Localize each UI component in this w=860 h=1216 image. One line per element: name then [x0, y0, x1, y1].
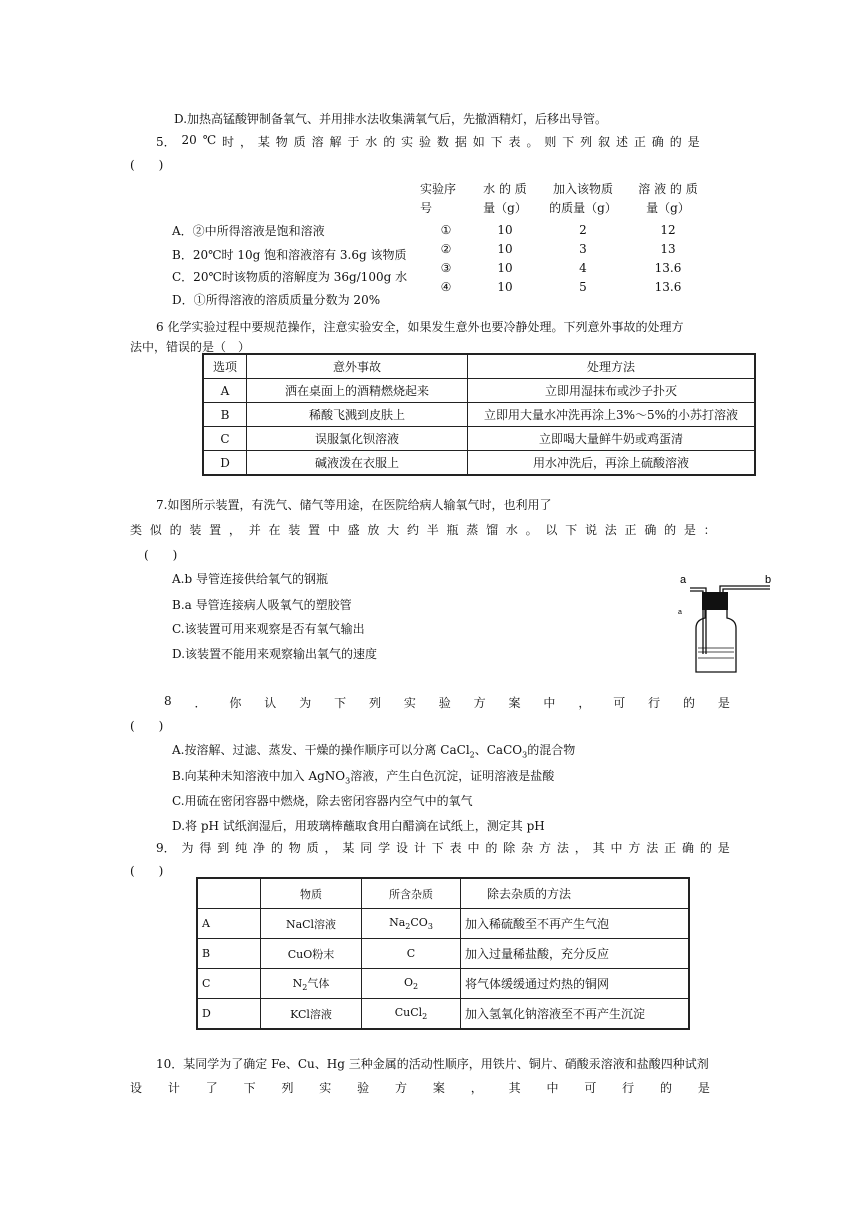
stem-char: 表: [508, 135, 521, 149]
table-row: [197, 909, 689, 939]
q5-r3-2: 5: [579, 280, 587, 294]
q7-option-a: A.b 导管连接供给氧气的钢瓶: [172, 572, 328, 586]
stem-char: 装: [288, 523, 301, 537]
stem-char: 8: [164, 694, 172, 708]
stem-char: 半: [426, 523, 439, 537]
stem-char: 的: [699, 841, 712, 855]
q4-option-d: D.加热高锰酸钾制备氧气、并用排水法收集满氧气后，先撤酒精灯，后移出导管。: [174, 112, 608, 126]
stem-char: 其: [592, 841, 605, 855]
stem-char: 学: [378, 841, 391, 855]
q5-option-a: A．②中所得溶液是饱和溶液: [172, 224, 325, 238]
q8-b-post: 溶液，产生白色沉淀，证明溶液是盐酸: [350, 769, 555, 783]
stem-char: 为: [299, 696, 312, 710]
stem-char: 正: [633, 135, 646, 149]
q9-header-3: 除去杂质的方法: [461, 878, 690, 909]
q9-r1-opt: B: [197, 939, 261, 969]
stem-char: 似: [149, 523, 162, 537]
stem-char: 确: [651, 135, 664, 149]
q8-paren: ( ): [130, 719, 164, 733]
q6-r2-0: C: [203, 427, 247, 451]
stem-char: 列: [281, 1081, 294, 1095]
stem-char: 在: [268, 523, 281, 537]
stem-char: 物: [275, 135, 288, 149]
q9-r2-subst-s: 2: [302, 983, 308, 993]
stem-char: 列: [368, 696, 381, 710]
stem-char: 的: [669, 135, 682, 149]
q6-r0-2: 立即用湿抹布或沙子扑灭: [468, 379, 756, 403]
q5-r1-2: 3: [579, 242, 587, 256]
stem-char: 你: [229, 696, 242, 710]
q9-r0-imp-mid: CO: [410, 915, 428, 929]
stem-char: 于: [347, 135, 360, 149]
stem-char: 净: [253, 841, 266, 855]
table-row: [197, 969, 689, 999]
stem-char: 述: [615, 135, 628, 149]
stem-char: 列: [580, 135, 593, 149]
stem-char: 的: [682, 696, 695, 710]
stem-char: 验: [438, 696, 451, 710]
stem-char: 行: [648, 696, 661, 710]
stem-char: 下: [431, 841, 444, 855]
q6-r1-2: 立即用大量水冲洗再涂上3%～5%的小苏打溶液: [468, 403, 756, 427]
stem-char: 20: [181, 133, 197, 147]
q8-option-b: [172, 767, 554, 785]
q5-option-c: C．20℃时该物质的溶解度为 36g/100g 水: [172, 270, 408, 284]
stem-char: 杂: [521, 841, 534, 855]
table-row: [203, 451, 755, 476]
stem-char: 认: [264, 696, 277, 710]
q8-option-a: [172, 741, 575, 759]
q6-r1-0: B: [203, 403, 247, 427]
stem-char: 大: [387, 523, 400, 537]
stem-char: 法: [556, 841, 569, 855]
stem-char: 数: [436, 135, 449, 149]
stem-char: 到: [217, 841, 230, 855]
q5-r1-0: ②: [440, 242, 452, 256]
q6-header-2: 处理方法: [468, 354, 756, 379]
stem-char: 解: [329, 135, 342, 149]
q6-r2-2: 立即喝大量鲜牛奶或鸡蛋清: [468, 427, 756, 451]
q8-b-s1: 3: [345, 776, 351, 786]
q9-paren: ( ): [130, 864, 164, 878]
q9-r0-imp-pre: Na: [389, 915, 406, 929]
q9-r0-method: 加入稀硫酸至不再产生气泡: [461, 909, 690, 939]
stem-char: 方: [539, 841, 552, 855]
stem-char: ：: [703, 523, 716, 537]
q5-h1-0: 实验序: [420, 182, 457, 196]
q9-r0-imp-s1: 2: [405, 922, 411, 932]
q5-r0-2: 2: [579, 223, 587, 237]
stem-char: 可: [584, 1081, 597, 1095]
table-row: [420, 223, 708, 242]
stem-char: 。: [525, 523, 538, 537]
stem-char: 装: [189, 523, 202, 537]
q5-r0-3: 12: [660, 223, 676, 237]
q9-r0-imp: [362, 909, 461, 939]
stem-char: 说: [584, 523, 597, 537]
table-row: [420, 280, 708, 299]
q5-h2-3: 量（g）: [646, 201, 690, 215]
stem-char: 下: [243, 1081, 256, 1095]
stem-char: 下: [565, 523, 578, 537]
stem-char: 其: [508, 1081, 521, 1095]
q8-a-s1: 2: [469, 750, 475, 760]
q5-h1-2: 加入该物质: [552, 182, 613, 196]
q9-r1-method: 加入过量稀盐酸，充分反应: [461, 939, 690, 969]
stem-char: 如: [472, 135, 485, 149]
stem-char: 。: [526, 135, 539, 149]
stem-char: ，: [574, 841, 587, 855]
stem-char: 得: [199, 841, 212, 855]
stem-char: 盛: [347, 523, 360, 537]
q9-header-0: [197, 878, 261, 909]
stem-char: ，: [239, 135, 252, 149]
stem-char: 水: [365, 135, 378, 149]
stem-char: 了: [205, 1081, 218, 1095]
stem-char: 法: [604, 523, 617, 537]
stem-char: ，: [578, 696, 591, 710]
table-row: [203, 403, 755, 427]
q8-option-d: D.将 pH 试纸润湿后，用玻璃棒蘸取食用白醋滴在试纸上，测定其 pH: [172, 819, 545, 833]
gas-washing-bottle-figure: [672, 568, 782, 676]
q7-option-c: C.该装置可用来观察是否有氧气输出: [172, 622, 365, 636]
stem-char: 时: [222, 135, 235, 149]
stem-char: 除: [503, 841, 516, 855]
stem-char: 实: [403, 696, 416, 710]
stem-char: 的: [383, 135, 396, 149]
q6-r1-1: 稀酸飞溅到皮肤上: [247, 403, 468, 427]
q9-r3-imp: [362, 999, 461, 1030]
q5-h2-2: 的质量（g）: [549, 201, 617, 215]
stem-char: 法: [646, 841, 659, 855]
q5-stem: [156, 133, 700, 150]
table-row: [420, 261, 708, 280]
stem-char: 下: [490, 135, 503, 149]
q5-r1-3: 13: [660, 242, 676, 256]
stem-char: 蒸: [466, 523, 479, 537]
q6-stem-line1: 6 化学实验过程中要规范操作，注意实验安全，如果发生意外也要冷静处理。下列意外事故的处理方: [156, 320, 684, 334]
stem-char: 实: [401, 135, 414, 149]
q10-stem-line2: [130, 1079, 710, 1096]
table-row: [420, 242, 708, 261]
stem-char: 叙: [598, 135, 611, 149]
stem-char: 馏: [486, 523, 499, 537]
q5-data-table: [420, 180, 708, 299]
q5-r3-3: 13.6: [654, 280, 682, 294]
q9-r2-subst-post: 气体: [307, 976, 330, 990]
q9-stem: [156, 839, 730, 856]
stem-char: 某: [257, 135, 270, 149]
stem-char: 为: [181, 841, 194, 855]
q6-table: [202, 353, 756, 476]
q5-r3-1: 10: [497, 280, 513, 294]
stem-char: 是: [687, 135, 700, 149]
stem-char: 的: [270, 841, 283, 855]
stem-char: 置: [308, 523, 321, 537]
stem-char: 水: [505, 523, 518, 537]
stem-char: ，: [228, 523, 241, 537]
q7-stem-line1: 7.如图所示装置，有洗气、储气等用途，在医院给病人输氧气时，也利用了: [156, 498, 552, 512]
stopper: [702, 592, 728, 610]
fig-label-a: a: [680, 574, 687, 586]
stem-char: 同: [360, 841, 373, 855]
stem-char: 方: [395, 1081, 408, 1095]
stem-char: 验: [357, 1081, 370, 1095]
stem-char: 的: [660, 1081, 673, 1095]
q5-h1-1: 水 的 质: [483, 182, 527, 196]
stem-char: 中: [610, 841, 623, 855]
table-row: [197, 939, 689, 969]
q6-r0-1: 洒在桌面上的酒精燃烧起来: [247, 379, 468, 403]
stem-char: 5．: [156, 135, 176, 149]
stem-char: 并: [248, 523, 261, 537]
stem-char: 实: [319, 1081, 332, 1095]
q9-r2-imp-pre: O: [403, 975, 413, 989]
q8-b-pre: B.向某种未知溶液中加入 AgNO: [172, 769, 346, 783]
q8-a-post: 的混合物: [527, 743, 576, 757]
stem-char: 约: [406, 523, 419, 537]
stem-char: 表: [449, 841, 462, 855]
stem-char: ，: [324, 841, 337, 855]
stem-char: 正: [624, 523, 637, 537]
q7-stem-line2: [130, 521, 716, 538]
q8-stem: [164, 694, 730, 711]
q9-r0-subst: NaCl溶液: [261, 909, 362, 939]
q5-r1-1: 10: [497, 242, 513, 256]
q5-r2-2: 4: [579, 261, 587, 275]
q7-paren: ( ): [144, 548, 178, 562]
q9-r2-method: 将气体缓缓通过灼热的铜网: [461, 969, 690, 999]
q7-option-d: D.该装置不能用来观察输出氧气的速度: [172, 647, 378, 661]
q5-h2-1: 量（g）: [483, 201, 527, 215]
q5-option-b: B．20℃时 10g 饱和溶液溶有 3.6g 该物质: [172, 248, 407, 262]
stem-char: 下: [334, 696, 347, 710]
stem-char: 放: [367, 523, 380, 537]
q9-r0-imp-s2: 3: [427, 922, 433, 932]
q9-r0-opt: A: [197, 909, 261, 939]
stem-char: 质: [306, 841, 319, 855]
stem-char: 确: [682, 841, 695, 855]
q6-header-0: 选项: [203, 354, 247, 379]
q6-r3-2: 用水冲洗后，再涂上硫酸溶液: [468, 451, 756, 476]
q5-h1-3: 溶 液 的 质: [638, 182, 698, 196]
bottle: [696, 610, 736, 672]
stem-char: ℃: [202, 133, 217, 147]
stem-char: 可: [613, 696, 626, 710]
q8-a-s2: 3: [522, 750, 528, 760]
q9-r2-subst-pre: N: [292, 976, 303, 990]
q6-r3-0: D: [203, 451, 247, 476]
stem-char: 9．: [156, 841, 176, 855]
stem-char: 方: [628, 841, 641, 855]
q5-r2-1: 10: [497, 261, 513, 275]
q8-a-pre: A.按溶解、过滤、蒸发、干燥的操作顺序可以分离 CaCl: [172, 743, 470, 757]
stem-char: 计: [413, 841, 426, 855]
q5-r2-3: 13.6: [654, 261, 682, 275]
q8-option-c: C.用硫在密闭容器中燃烧，除去密闭容器内空气中的氧气: [172, 794, 473, 808]
q9-r3-opt: D: [197, 999, 261, 1030]
q9-r3-imp-s1: 2: [422, 1012, 428, 1022]
stem-char: 则: [544, 135, 557, 149]
q9-r3-subst: KCl溶液: [261, 999, 362, 1030]
table-row: [203, 427, 755, 451]
q5-r0-0: ①: [440, 223, 452, 237]
stem-char: 质: [293, 135, 306, 149]
stem-char: 瓶: [446, 523, 459, 537]
stem-char: 置: [209, 523, 222, 537]
stem-char: 是: [717, 841, 730, 855]
stem-char: 案: [432, 1081, 445, 1095]
q6-header-1: 意外事故: [247, 354, 468, 379]
stem-char: 某: [342, 841, 355, 855]
q5-r2-0: ③: [440, 261, 452, 275]
stem-char: 的: [169, 523, 182, 537]
stem-char: 下: [562, 135, 575, 149]
q9-r3-imp-pre: CuCl: [394, 1005, 423, 1019]
q6-r0-0: A: [203, 379, 247, 403]
stem-char: 物: [288, 841, 301, 855]
stem-char: ，: [470, 1081, 483, 1095]
stem-char: 以: [545, 523, 558, 537]
q10-stem-line1: 10．某同学为了确定 Fe、Cu、Hg 三种金属的活动性顺序，用铁片、铜片、硝酸汞溶液和盐酸四种试剂: [156, 1057, 709, 1071]
q6-stem-line2: 法中，错误的是（ ）: [130, 340, 251, 354]
q9-header-2: 所含杂质: [362, 878, 461, 909]
stem-char: 据: [454, 135, 467, 149]
stem-char: 的: [485, 841, 498, 855]
stem-char: 确: [644, 523, 657, 537]
fig-label-b: b: [765, 574, 772, 586]
stem-char: 计: [167, 1081, 180, 1095]
q6-r2-1: 误服氯化钡溶液: [247, 427, 468, 451]
stem-char: 中: [546, 1081, 559, 1095]
stem-char: 方: [473, 696, 486, 710]
stem-char: 溶: [311, 135, 324, 149]
table-row: [197, 999, 689, 1030]
stem-char: ．: [194, 696, 207, 710]
stem-char: 设: [130, 1081, 143, 1095]
q5-r3-0: ④: [440, 280, 452, 294]
q9-r2-imp-s1: 2: [412, 982, 419, 992]
fig-label-small: a: [678, 609, 682, 616]
q9-r1-subst: CuO粉末: [261, 939, 362, 969]
stem-char: 案: [508, 696, 521, 710]
q9-r2-subst: [261, 969, 362, 999]
q5-paren: ( ): [130, 158, 164, 172]
table-row: [203, 379, 755, 403]
stem-char: 中: [467, 841, 480, 855]
stem-char: 是: [697, 1081, 710, 1095]
stem-char: 是: [683, 523, 696, 537]
stem-char: 是: [717, 696, 730, 710]
q7-option-b: B.a 导管连接病人吸氧气的塑胶管: [172, 598, 352, 612]
q5-h2-0: 号: [420, 201, 433, 215]
q8-a-mid: 、CaCO: [474, 743, 523, 757]
q5-r0-1: 10: [497, 223, 513, 237]
q9-r1-imp: C: [362, 939, 461, 969]
stem-char: 类: [130, 523, 143, 537]
stem-char: 正: [664, 841, 677, 855]
stem-char: 验: [419, 135, 432, 149]
stem-char: 中: [327, 523, 340, 537]
q6-r3-1: 碱液泼在衣服上: [247, 451, 468, 476]
stem-char: 行: [622, 1081, 635, 1095]
q5-option-d: D．①所得溶液的溶质质量分数为 20%: [172, 293, 381, 307]
stem-char: 纯: [235, 841, 248, 855]
stem-char: 设: [396, 841, 409, 855]
q9-r3-method: 加入氢氧化钠溶液至不再产生沉淀: [461, 999, 690, 1030]
q9-r2-opt: C: [197, 969, 261, 999]
stem-char: 中: [543, 696, 556, 710]
q9-r2-imp: [362, 969, 461, 999]
q9-table: [196, 877, 690, 1030]
q9-header-1: 物质: [261, 878, 362, 909]
stem-char: 的: [664, 523, 677, 537]
